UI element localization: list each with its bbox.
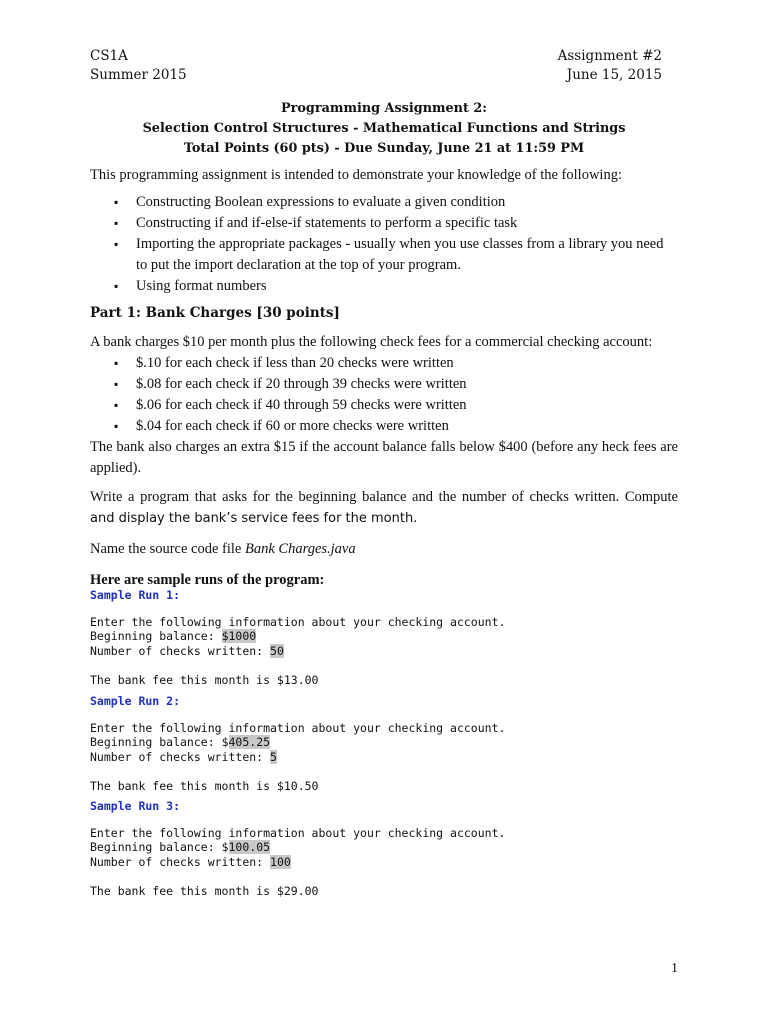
run-label: Sample Run 3:	[90, 799, 181, 813]
title-line-2: Selection Control Structures - Mathematical Functions and Strings	[142, 121, 626, 136]
list-item: ▪ $.04 for each check if 60 or more checks were written	[90, 416, 678, 437]
part1-lead: A bank charges $10 per month plus the following check fees for a commercial checking account:	[90, 334, 653, 350]
fee-list	[90, 353, 678, 437]
intro-text: This programming assignment is intended to demonstrate your knowledge of the following:	[90, 167, 622, 183]
assignment-date: June 15, 2015	[566, 67, 662, 83]
course-code: CS1A	[90, 48, 128, 64]
list-item: ▪ Importing the appropriate packages - usually when you use classes from a library you need to put the import declaration at the top of your program.	[90, 234, 678, 276]
part1-title: Part 1: Bank Charges [30 points]	[90, 305, 340, 321]
run-result: The bank fee this month is $13.00	[90, 672, 319, 687]
sample-run-2	[90, 694, 505, 793]
checks-input: 5	[270, 749, 277, 764]
list-item: ▪ $.06 for each check if 40 through 59 checks were written	[90, 395, 678, 416]
list-item: ▪ Using format numbers	[90, 276, 678, 297]
run-label: Sample Run 1:	[90, 588, 181, 602]
extra-charge-text: The bank also charges an extra $15 if the account balance falls below $400 (before any heck fees are applied).	[90, 439, 678, 476]
balance-input: 405.25	[228, 735, 271, 749]
sample-run-3	[90, 799, 505, 898]
sample-run-1	[90, 588, 505, 687]
balance-line: Beginning balance: $100.05	[90, 840, 271, 854]
header-right	[558, 47, 662, 85]
checks-line: Number of checks written: 50	[90, 643, 284, 658]
samples-heading: Here are sample runs of the program:	[90, 572, 325, 588]
balance-input: $1000	[221, 629, 257, 643]
list-item: ▪ Constructing if and if-else-if statements to perform a specific task	[90, 213, 678, 234]
assignment-number: Assignment #2	[557, 48, 662, 64]
file-name-text	[90, 539, 678, 560]
file-name-prefix: Name the source code file	[90, 541, 245, 557]
balance-input: 100.05	[228, 840, 271, 854]
checks-input: 100	[270, 854, 291, 869]
run-prompt: Enter the following information about your checking account.	[90, 720, 506, 735]
part1-section	[90, 303, 678, 591]
file-name: Bank Charges.java	[245, 541, 356, 557]
balance-line: Beginning balance: $405.25	[90, 735, 271, 749]
run-prompt: Enter the following information about your checking account.	[90, 825, 506, 840]
document-title	[0, 99, 768, 159]
checks-line: Number of checks written: 100	[90, 854, 291, 869]
header-left	[90, 47, 187, 85]
balance-line: Beginning balance: $1000	[90, 629, 257, 643]
title-line-1: Programming Assignment 2:	[281, 101, 487, 116]
list-item: ▪ Constructing Boolean expressions to evaluate a given condition	[90, 192, 678, 213]
term: Summer 2015	[90, 67, 187, 83]
instructions-text	[90, 487, 678, 529]
run-prompt: Enter the following information about your checking account.	[90, 614, 506, 629]
page-number: 1	[671, 961, 678, 976]
title-line-3: Total Points (60 pts) - Due Sunday, June 21 at 11:59 PM	[183, 141, 585, 156]
list-item: ▪ $.10 for each check if less than 20 checks were written	[90, 353, 678, 374]
list-item: ▪ $.08 for each check if 20 through 39 checks were written	[90, 374, 678, 395]
instructions-line-2: and display the bank’s service fees for the month.	[90, 511, 418, 526]
intro-bullet-list	[90, 192, 678, 297]
intro-section	[90, 165, 678, 297]
run-label: Sample Run 2:	[90, 694, 181, 708]
run-result: The bank fee this month is $29.00	[90, 883, 319, 898]
instructions-line-1: Write a program that asks for the beginning balance and the number of checks written. Compute	[90, 489, 678, 505]
run-result: The bank fee this month is $10.50	[90, 778, 319, 793]
checks-line: Number of checks written: 5	[90, 749, 277, 764]
checks-input: 50	[270, 643, 284, 658]
